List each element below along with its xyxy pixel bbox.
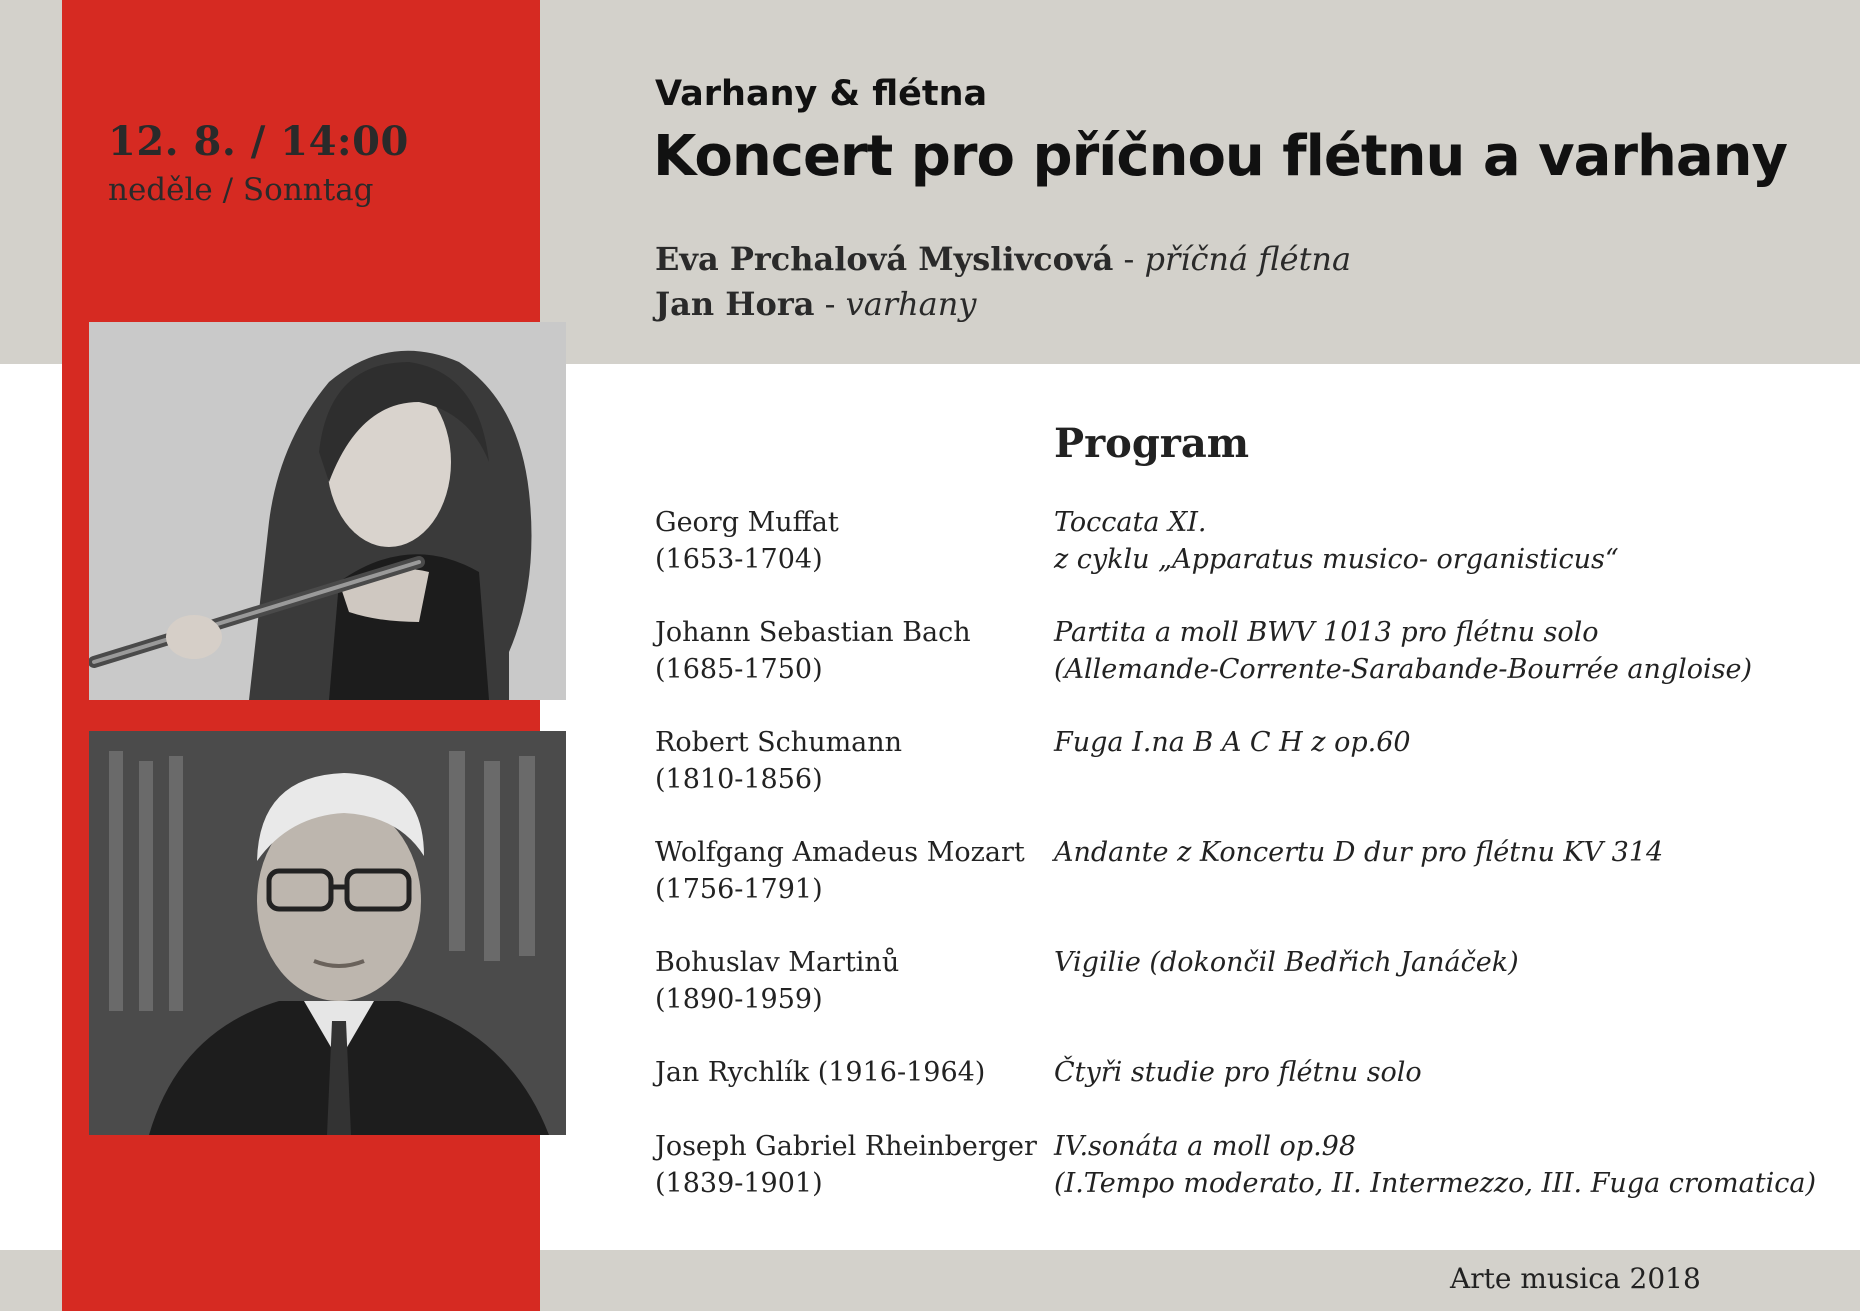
composer <box>655 944 899 1018</box>
composer-years: (1756-1791) <box>655 874 823 905</box>
composer-name: Robert Schumann <box>655 727 903 758</box>
work <box>1054 504 1619 578</box>
flutist-photo <box>89 322 566 700</box>
composer-name: Wolfgang Amadeus Mozart <box>655 837 1025 868</box>
work-title: Fuga I.na B A C H z op.60 <box>1054 727 1411 758</box>
program-item <box>655 724 1835 804</box>
performer-line <box>655 240 1351 278</box>
composer <box>655 724 902 798</box>
work <box>1054 944 1519 981</box>
concert-subtitle: Varhany & flétna <box>655 74 988 114</box>
concert-title: Koncert pro příčnou flétnu a varhany <box>653 124 1788 189</box>
composer-years: (1890-1959) <box>655 984 823 1015</box>
work <box>1054 1054 1422 1091</box>
work-detail: (I.Tempo moderato, II. Intermezzo, III. Fuga cromatica) <box>1054 1168 1816 1199</box>
work-detail: (Allemande-Corrente-Sarabande-Bourrée angloise) <box>1054 654 1753 685</box>
event-date-time: 12. 8. / 14:00 <box>108 118 409 165</box>
work-title: Toccata XI. <box>1054 507 1207 538</box>
composer-name: Jan Rychlík (1916-1964) <box>655 1057 986 1088</box>
program-item <box>655 944 1835 1024</box>
composer <box>655 614 971 688</box>
program-item <box>655 1128 1835 1208</box>
footer-festival-name: Arte musica 2018 <box>1450 1262 1701 1295</box>
work <box>1054 614 1752 688</box>
composer-years: (1839-1901) <box>655 1168 823 1199</box>
composer-years: (1653-1704) <box>655 544 823 575</box>
performer-name: Jan Hora <box>655 285 815 323</box>
work-title: Partita a moll BWV 1013 pro flétnu solo <box>1054 617 1599 648</box>
performer-instrument: varhany <box>845 285 977 323</box>
composer <box>655 504 839 578</box>
program-item <box>655 834 1835 914</box>
program-item <box>655 504 1835 584</box>
performer-name: Eva Prchalová Myslivcová <box>655 240 1114 278</box>
work-title: Andante z Koncertu D dur pro flétnu KV 314 <box>1054 837 1664 868</box>
composer-name: Johann Sebastian Bach <box>655 617 971 648</box>
work-detail: z cyklu „Apparatus musico- organisticus“ <box>1054 544 1619 575</box>
composer-name: Bohuslav Martinů <box>655 947 900 978</box>
program-heading: Program <box>1054 420 1250 467</box>
performer-instrument: příčná flétna <box>1144 240 1352 278</box>
performer-separator: - <box>1113 240 1145 278</box>
program-item <box>655 1054 1835 1134</box>
performer-line <box>655 285 976 323</box>
work-title: Vigilie (dokončil Bedřich Janáček) <box>1054 947 1519 978</box>
work-title: Čtyři studie pro flétnu solo <box>1054 1057 1422 1088</box>
composer <box>655 1054 985 1091</box>
program-item <box>655 614 1835 694</box>
organist-photo <box>89 731 566 1135</box>
performer-separator: - <box>814 285 846 323</box>
work <box>1054 1128 1816 1202</box>
composer-years: (1810-1856) <box>655 764 823 795</box>
event-day: neděle / Sonntag <box>108 172 374 208</box>
composer <box>655 1128 1037 1202</box>
composer-name: Joseph Gabriel Rheinberger <box>655 1131 1037 1162</box>
composer-years: (1685-1750) <box>655 654 823 685</box>
work-title: IV.sonáta a moll op.98 <box>1054 1131 1357 1162</box>
composer-name: Georg Muffat <box>655 507 839 538</box>
work <box>1054 834 1663 871</box>
work <box>1054 724 1411 761</box>
composer <box>655 834 1025 908</box>
